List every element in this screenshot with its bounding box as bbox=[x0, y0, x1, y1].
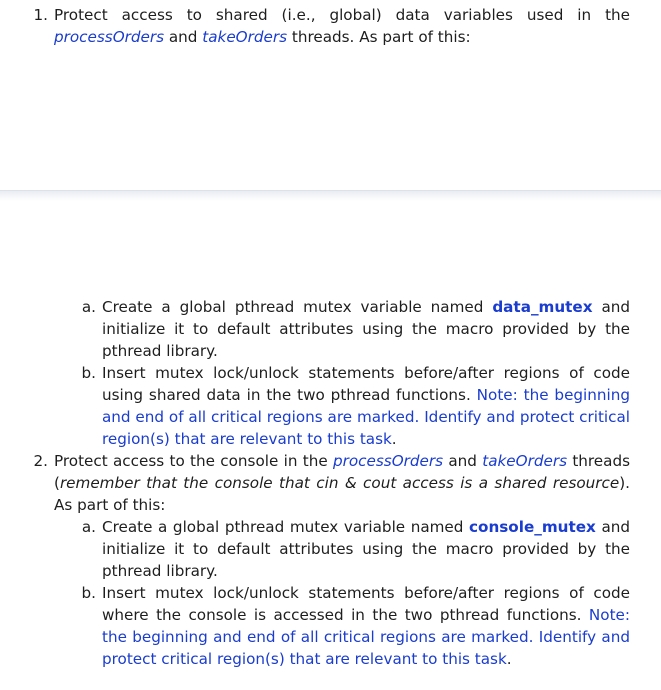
item-1b-body: Insert mutex lock/unlock statements before/after regions of code using shared data in the two pthread functions. bbox=[102, 364, 630, 404]
list-marker-1: 1. bbox=[33, 6, 48, 24]
item-2-text-a: Protect access to the console in the bbox=[54, 452, 328, 470]
item-2-and: and bbox=[448, 452, 477, 470]
item-2-text bbox=[54, 450, 630, 516]
item-1a-text-a: Create a global pthread mutex variable named bbox=[102, 298, 484, 316]
item-2a-text-a: Create a global pthread mutex variable named bbox=[102, 518, 464, 536]
list-marker-1a: a. bbox=[81, 298, 96, 316]
item-1b-period: . bbox=[391, 430, 397, 448]
item-2b-body: Insert mutex lock/unlock statements before/after regions of code where the console is accessed in the two pthread functions. bbox=[102, 584, 630, 624]
console-mutex-name: console_mutex bbox=[469, 518, 596, 536]
list-marker-1b: b. bbox=[81, 364, 96, 382]
item-2-text-b: threads ( bbox=[54, 452, 631, 492]
page-separator bbox=[0, 190, 661, 201]
list-marker-2: 2. bbox=[33, 452, 48, 470]
item-1-text bbox=[54, 4, 630, 48]
item-2b-period: . bbox=[506, 650, 512, 668]
thread-name-take-orders: takeOrders bbox=[202, 28, 288, 46]
item-1b-text bbox=[102, 362, 630, 450]
item-2b-text bbox=[102, 582, 630, 670]
item-2-text-c: ). As part of this: bbox=[54, 474, 630, 514]
item-1-and: and bbox=[168, 28, 198, 46]
list-marker-2a: a. bbox=[81, 518, 96, 536]
item-2b-note: Note: the beginning and end of all critical regions are marked. Identify and protect critical region(s) that are relevant to this task bbox=[102, 606, 630, 668]
item-1-text-b: threads. As part of this: bbox=[291, 28, 471, 46]
item-2-remark: remember that the console that cin & cout access is a shared resource bbox=[59, 474, 620, 492]
list-marker-2b: b. bbox=[81, 584, 96, 602]
item-2a-text bbox=[102, 516, 630, 582]
thread-name-take-orders-2: takeOrders bbox=[482, 452, 567, 470]
item-2a-text-b: and initialize it to default attributes using the macro provided by the pthread library. bbox=[102, 518, 631, 580]
item-1a-text-b: and initialize it to default attributes using the macro provided by the pthread library. bbox=[102, 298, 631, 360]
item-1a-text bbox=[102, 296, 630, 362]
data-mutex-name: data_mutex bbox=[492, 298, 593, 316]
thread-name-process-orders-2: processOrders bbox=[333, 452, 444, 470]
item-1b-note: Note: the beginning and end of all critical regions are marked. Identify and protect critical region(s) that are relevant to this task bbox=[102, 386, 631, 448]
item-1-text-a: Protect access to shared (i.e., global) data variables used in the bbox=[54, 6, 630, 24]
thread-name-process-orders: processOrders bbox=[54, 28, 165, 46]
